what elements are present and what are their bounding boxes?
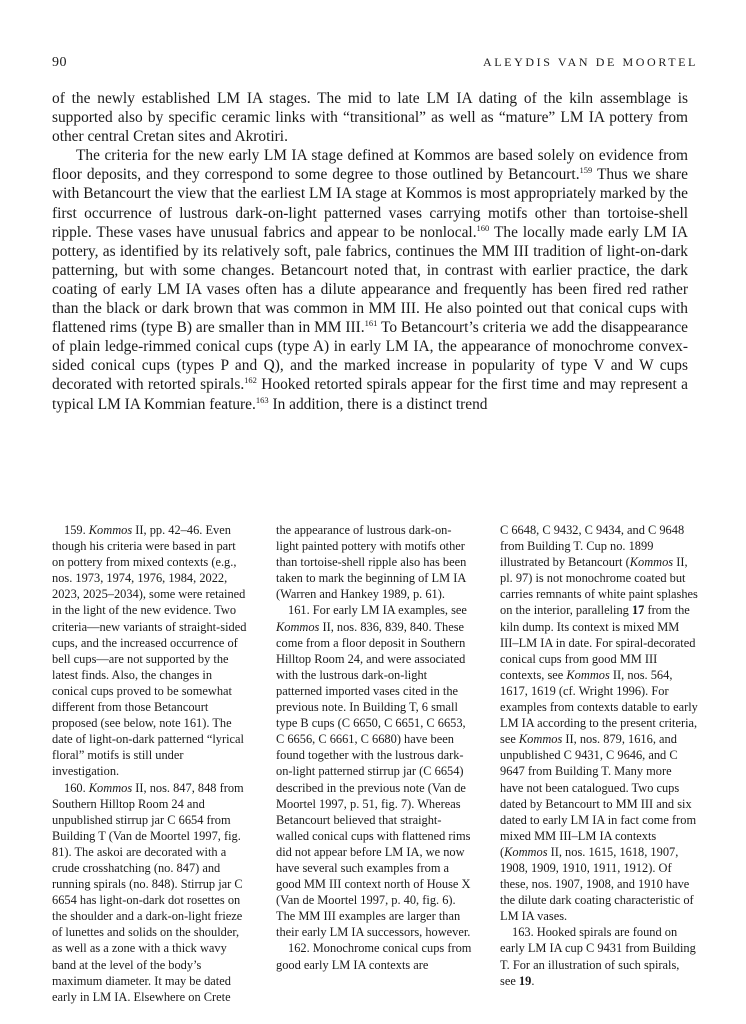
footnote [276, 940, 474, 972]
text-run: 161. For early LM IA examples, see [288, 603, 467, 618]
page-header [52, 55, 698, 75]
footnote-ref: 161 [364, 318, 378, 329]
footnote-ref: 162 [244, 375, 257, 386]
bold-text: 17 [631, 603, 645, 618]
text-run: . [531, 973, 535, 988]
text-run: II, pl. 97) is not monochrome coated but carries remnants of white paint splashes on the interior, paralleling [500, 555, 698, 618]
text-run: from the kiln dump. Its context is mixed MM III–LM IA in date. For spiral-decorated conical cups from good MM III contexts, see [500, 603, 696, 682]
text-run: of the newly established LM IA stages. The mid to late LM IA dating of the kiln assemblage is supported also by specific ceramic links with “transitional” as well as “mature” LM IA pottery from other central Cretan sites and Akrotiri. [52, 90, 688, 146]
text-run: Hooked retorted spirals appear for the first time and may represent a typical LM IA Kommian feature. [52, 376, 688, 413]
italic-text: Kommos [276, 619, 320, 634]
italic-text: Kommos [629, 555, 674, 570]
text-run: The criteria for the new early LM IA stage defined at Kommos are based solely on evidence from floor deposits, and they correspond to some degree to those outlined by Betancourt. [52, 147, 688, 184]
text-run: The locally made early LM IA pottery, as identified by its relatively soft, pale fabrics, continues the MM III tradition of light-on-dark patterning, but with some changes. Betancourt noted that, in contrast with earlier practice, the dark coating of early LM IA vases often has a dilute appearance and frequently has been fired red rather than the black or dark brown that was common in MM III. He also pointed out that conical cups with flattened rims (type B) are smaller than in MM III. [52, 223, 689, 337]
footnote-continuation [276, 522, 474, 602]
text-run: 159. [64, 523, 89, 537]
text-run: 160. [64, 780, 89, 795]
footnote [52, 522, 250, 780]
page-number: 90 [52, 55, 67, 70]
footnote-column-2 [276, 522, 474, 973]
main-text [52, 89, 688, 414]
text-run: 163. Hooked spirals are found on early LM IA cup C 9431 from Building T. For an illustration of such spirals, see [500, 925, 696, 988]
footnote-continuation [500, 522, 698, 924]
italic-text: Kommos [504, 844, 548, 859]
footnote-ref: 159 [579, 165, 593, 176]
text-run: C 6648, C 9432, C 9434, and C 9648 from Building T. Cup no. 1899 illustrated by Betancourt ( [500, 523, 685, 570]
text-run: 162. Monochrome conical cups from good early LM IA contexts are [276, 941, 472, 972]
italic-text: Kommos [518, 732, 563, 747]
italic-text: Kommos [566, 667, 610, 682]
italic-text: Kommos [88, 780, 133, 795]
text-run: In addition, there is a distinct trend [268, 395, 488, 413]
running-head: ALEYDIS VAN DE MOORTEL [482, 55, 698, 69]
text-run: Thus we share with Betancourt the view that the earliest LM IA stage at Kommos is most appropriately marked by the first occurrence of lustrous dark-on-light patterned vases carrying motifs other than tortoise-shell ripple. These vases have unusual fabrics and appear to be nonlocal. [52, 166, 688, 241]
footnote [52, 780, 250, 1005]
text-run: II, nos. 1615, 1618, 1907, 1908, 1909, 1910, 1911, 1912). Of these, nos. 1907, 1908, and 1910 have the dilute dark coating characteristic of LM IA vases. [500, 844, 694, 924]
text-run: II, nos. 847, 848 from Southern Hilltop Room 24 and unpublished stirrup jar C 6654 from Building T (Van de Moortel 1997, fig. 81). The askoi are decorated with a crude crosshatching (no. 847) and running spirals (no. 848). Stirrup jar C 6654 has light-on-dark dot rosettes on the shoulder and a dark-on-light frieze of lunettes and solids on the shoulder, as well as a zone with a thick wavy band at the level of the body’s maximum diameter. It may be dated early in LM IA. Elsewhere on Crete [52, 780, 244, 1004]
text-run: II, nos. 879, 1616, and unpublished C 9431, C 9646, and C 9647 from Building T. Many more have not been catalogued. Two cups dated by Betancourt to MM III and six dated to early LM IA in fact come from mixed MM III–LM IA contexts ( [500, 732, 697, 859]
footnote [276, 602, 474, 940]
bold-text: 19 [518, 973, 532, 988]
body-paragraph [52, 89, 688, 146]
footnote-column-3 [500, 522, 698, 989]
footnote-ref: 160 [476, 222, 490, 233]
text-run: II, nos. 564, 1617, 1619 (cf. Wright 1996). For examples from contexts datable to early LM IA according to the present criteria, see [500, 667, 698, 747]
text-run: the appearance of lustrous dark-on-light painted pottery with motifs other than tortoise-shell ripple also has been taken to mark the beginning of LM IA (Warren and Hankey 1989, p. 61). [276, 523, 467, 602]
footnote-column-1 [52, 522, 250, 1005]
footnote-ref: 163 [255, 394, 269, 405]
footnote [500, 924, 698, 988]
text-run: II, nos. 836, 839, 840. These come from a floor deposit in Southern Hilltop Room 24, and were associated with the lustrous dark-on-light patterned imported vases cited in the previous note. In Building T, 6 small type B cups (C 6650, C 6651, C 6653, C 6656, C 6661, C 6680) have been found together with the lustrous dark-on-light patterned stirrup jar (C 6654) described in the previous note (Van de Moortel 1997, p. 51, fig. 7). Whereas Betancourt believed that straight-walled conical cups with flattened rims did not appear before LM IA, we now have several such examples from a good MM III context north of House X (Van de Moortel 1997, p. 40, fig. 6). The MM III examples are larger than their early LM IA successors, however. [276, 619, 471, 940]
italic-text: Kommos [88, 523, 133, 537]
text-run: To Betancourt’s criteria we add the disappearance of plain ledge-rimmed conical cups (type A) in early LM IA, the appearance of monochrome convex-sided conical cups (types P and Q), and the marked increase in popularity of type V and W cups decorated with retorted spirals. [52, 319, 688, 394]
body-paragraph [52, 146, 688, 413]
text-run: II, pp. 42–46. Even though his criteria were based in part on pottery from mixed contexts (e.g., nos. 1973, 1974, 1976, 1984, 2022, 2023, 2025–2034), some were retained in the light of the new evidence. Two criteria—new variants of straight-sided cups, and the increased occurrence of bell cups—are not supported by the latest finds. Also, the changes in conical cups proved to be somewhat different from those Betancourt proposed (see below, note 161). The date of light-on-dark patterned “lyrical floral” motifs is still under investigation. [52, 523, 247, 779]
